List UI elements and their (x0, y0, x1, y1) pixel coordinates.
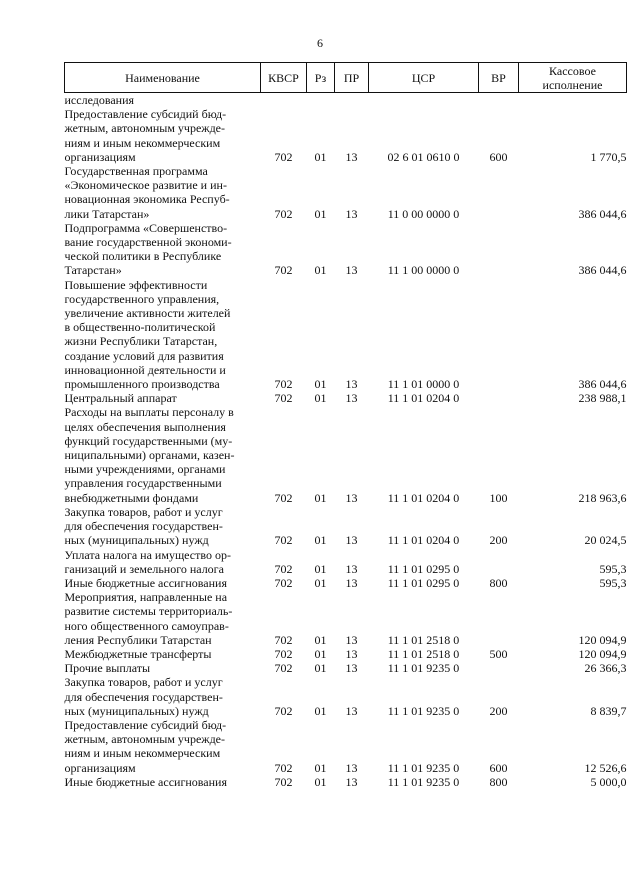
cell-rz: 01 (314, 632, 327, 647)
cell-sum (519, 93, 627, 108)
table-row (65, 391, 627, 405)
table-row (65, 221, 627, 278)
cell-sum: 1 770,5 (590, 149, 627, 164)
cell-vr: 800 (489, 575, 508, 590)
cell-name: Иные бюджетные ассигнования (64, 774, 227, 789)
cell-vr: 200 (489, 703, 508, 718)
cell-kvsr: 702 (274, 206, 293, 221)
cell-vr (479, 221, 519, 278)
cell-vr (479, 661, 519, 675)
cell-vr (479, 391, 519, 405)
cell-name: исследования (64, 93, 135, 107)
cell-csr: 11 1 01 9235 0 (387, 661, 460, 676)
cell-kvsr: 702 (274, 661, 293, 676)
cell-pr: 13 (345, 703, 358, 718)
cell-kvsr: 702 (274, 703, 293, 718)
cell-kvsr: 702 (274, 533, 293, 548)
cell-name: Центральный аппарат (64, 391, 177, 406)
cell-pr: 13 (345, 490, 358, 505)
header-kvsr: КВСР (261, 63, 307, 93)
cell-kvsr: 702 (274, 263, 293, 278)
cell-csr: 11 1 00 0000 0 (387, 263, 460, 278)
cell-rz: 01 (314, 760, 327, 775)
cell-rz: 01 (314, 206, 327, 221)
table-row (65, 278, 627, 392)
table-row (65, 718, 627, 775)
cell-pr: 13 (345, 263, 358, 278)
cell-rz: 01 (314, 533, 327, 548)
cell-kvsr: 702 (274, 149, 293, 164)
cell-csr: 11 1 01 0204 0 (387, 391, 460, 406)
table-row (65, 548, 627, 576)
cell-sum: 26 366,3 (584, 661, 627, 676)
header-pr: ПР (335, 63, 369, 93)
header-name: Наименование (65, 63, 261, 93)
header-csr: ЦСР (369, 63, 479, 93)
table-header (65, 63, 627, 93)
cell-sum: 120 094,9 (578, 632, 627, 647)
cell-sum: 120 094,9 (578, 646, 627, 661)
cell-csr: 11 0 00 0000 0 (387, 206, 460, 221)
header-sum: Кассовое исполнение (519, 63, 627, 93)
cell-name: Прочие выплаты (64, 661, 151, 676)
cell-csr: 11 1 01 2518 0 (387, 632, 460, 647)
table-row (65, 107, 627, 164)
cell-name: Иные бюджетные ассигнования (64, 575, 227, 590)
cell-csr: 11 1 01 0204 0 (387, 533, 460, 548)
cell-name: Повышение эффективности государственного управления, увеличение активности жителей в общественно-политической жизни Республики Татарстан, создание условий для развития инновационной деятельности и промышленного производства (64, 277, 231, 392)
cell-pr: 13 (345, 206, 358, 221)
cell-pr: 13 (345, 632, 358, 647)
cell-vr (479, 590, 519, 647)
cell-sum: 12 526,6 (584, 760, 627, 775)
table-row (65, 590, 627, 647)
table-row (65, 505, 627, 548)
cell-name: Уплата налога на имущество ор- ганизаций и земельного налога (64, 547, 231, 576)
table-row (65, 647, 627, 661)
cell-sum: 386 044,6 (578, 206, 627, 221)
cell-csr: 11 1 01 0295 0 (387, 561, 460, 576)
cell-rz: 01 (314, 561, 327, 576)
cell-sum: 595,3 (599, 575, 627, 590)
cell-rz: 01 (314, 377, 327, 392)
cell-pr (335, 93, 369, 108)
cell-sum: 20 024,5 (584, 533, 627, 548)
cell-rz: 01 (314, 263, 327, 278)
cell-name: Предоставление субсидий бюд- жетным, автономным учрежде- ниям и иным некоммерческим организациям (64, 107, 227, 164)
cell-kvsr: 702 (274, 760, 293, 775)
cell-csr (369, 93, 479, 108)
cell-pr: 13 (345, 774, 358, 789)
cell-sum: 218 963,6 (578, 490, 627, 505)
cell-name: Межбюджетные трансферты (64, 646, 212, 661)
page-number: 6 (317, 36, 323, 50)
cell-vr: 800 (489, 774, 508, 789)
cell-vr (479, 548, 519, 576)
table-row (65, 675, 627, 718)
cell-csr: 11 1 01 0000 0 (387, 377, 460, 392)
cell-pr: 13 (345, 561, 358, 576)
cell-rz (307, 93, 335, 108)
cell-name: Расходы на выплаты персоналу в целях обеспечения выполнения функций государственными (му- ниципальными) органами, казен- ными учреждениями, органами управления государственными внебюджетными фондами (64, 405, 235, 505)
cell-sum: 238 988,1 (578, 391, 627, 406)
cell-rz: 01 (314, 490, 327, 505)
table-body (65, 93, 627, 789)
cell-kvsr (261, 93, 307, 108)
cell-pr: 13 (345, 391, 358, 406)
cell-csr: 11 1 01 0204 0 (387, 490, 460, 505)
cell-rz: 01 (314, 661, 327, 676)
cell-name: Закупка товаров, работ и услуг для обеспечения государствен- ных (муниципальных) нужд (64, 675, 223, 718)
cell-rz: 01 (314, 774, 327, 789)
table-row (65, 661, 627, 675)
cell-rz: 01 (314, 575, 327, 590)
cell-sum: 386 044,6 (578, 377, 627, 392)
cell-csr: 11 1 01 9235 0 (387, 760, 460, 775)
cell-csr: 02 6 01 0610 0 (387, 149, 460, 164)
cell-name: Предоставление субсидий бюд- жетным, автономным учрежде- ниям и иным некоммерческим организациям (64, 717, 227, 775)
cell-sum: 8 839,7 (590, 703, 627, 718)
cell-pr: 13 (345, 760, 358, 775)
table-row (65, 576, 627, 590)
cell-kvsr: 702 (274, 391, 293, 406)
cell-pr: 13 (345, 646, 358, 661)
cell-sum: 5 000,0 (590, 774, 627, 789)
cell-pr: 13 (345, 575, 358, 590)
cell-sum: 595,3 (599, 561, 627, 576)
cell-rz: 01 (314, 703, 327, 718)
cell-kvsr: 702 (274, 646, 293, 661)
cell-kvsr: 702 (274, 774, 293, 789)
header-rz: Рз (307, 63, 335, 93)
cell-csr: 11 1 01 9235 0 (387, 703, 460, 718)
cell-pr: 13 (345, 149, 358, 164)
cell-rz: 01 (314, 646, 327, 661)
cell-vr: 500 (489, 646, 508, 661)
cell-name: Мероприятия, направленные на развитие системы территориаль- ного общественного самоуправ- ления Республики Татарстан (64, 590, 233, 647)
cell-kvsr: 702 (274, 490, 293, 505)
header-vr: ВР (479, 63, 519, 93)
cell-kvsr: 702 (274, 632, 293, 647)
table-row (65, 164, 627, 221)
table-row (65, 775, 627, 789)
cell-name: Закупка товаров, работ и услуг для обеспечения государствен- ных (муниципальных) нужд (64, 504, 223, 548)
cell-vr: 600 (489, 149, 508, 164)
budget-table (64, 62, 627, 789)
cell-vr (479, 93, 519, 108)
cell-vr: 600 (489, 760, 508, 775)
cell-pr: 13 (345, 661, 358, 676)
cell-pr: 13 (345, 533, 358, 548)
cell-vr: 200 (489, 533, 508, 548)
table-row (65, 93, 627, 108)
cell-vr: 100 (489, 490, 508, 505)
cell-kvsr: 702 (274, 575, 293, 590)
cell-csr: 11 1 01 9235 0 (387, 774, 460, 789)
cell-csr: 11 1 01 0295 0 (387, 575, 460, 590)
cell-kvsr: 702 (274, 377, 293, 392)
cell-name: Государственная программа «Экономическое развитие и ин- новационная экономика Респуб- лики Татарстан» (64, 164, 230, 221)
cell-pr: 13 (345, 377, 358, 392)
cell-csr: 11 1 01 2518 0 (387, 646, 460, 661)
cell-vr (479, 164, 519, 221)
cell-name: Подпрограмма «Совершенство- вание государственной экономи- ческой политики в Республике Татарстан» (64, 220, 232, 278)
cell-rz: 01 (314, 391, 327, 406)
cell-rz: 01 (314, 149, 327, 164)
cell-kvsr: 702 (274, 561, 293, 576)
cell-sum: 386 044,6 (578, 263, 627, 278)
table-row (65, 405, 627, 504)
cell-vr (479, 278, 519, 392)
